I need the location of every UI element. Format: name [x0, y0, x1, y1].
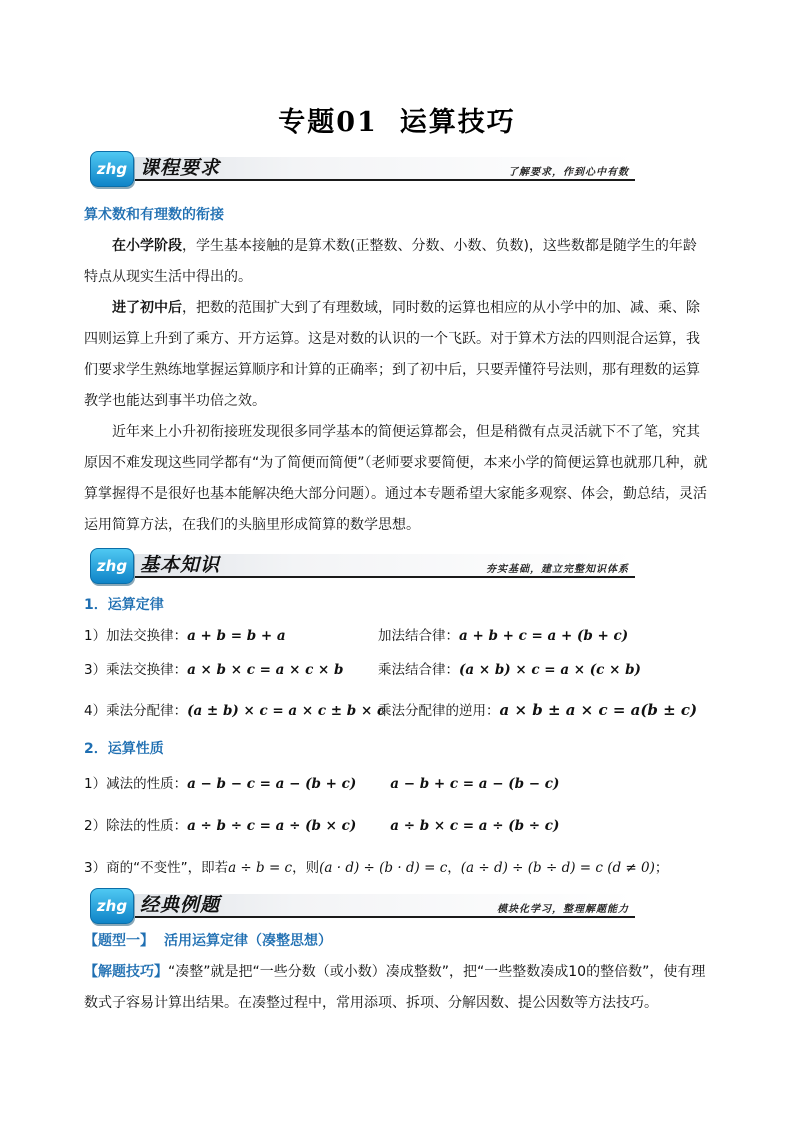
law-label: 乘法分配律的逆用： [378, 703, 500, 719]
property-formula: a ÷ b × c = a ÷ (b ÷ c) [390, 818, 560, 834]
property-text: ，则 [292, 860, 320, 876]
law-row [84, 658, 343, 678]
property-formula: a − b + c = a − (b − c) [390, 776, 560, 792]
law-formula: (a ± b) × c = a × c ± b × c [187, 703, 386, 719]
law-label: 3）乘法交换律： [84, 662, 188, 678]
law-formula: a × b × c = a × c × b [187, 662, 344, 678]
section-banner-knowledge [90, 548, 635, 584]
section-heading-properties: 2．运算性质 [84, 741, 164, 757]
law-formula: a + b = b + a [187, 628, 286, 644]
banner-slogan: 模块化学习，整理解题能力 [497, 904, 629, 915]
intro-paragraph-3: 近年来上小升初衔接班发现很多同学基本的简便运算都会，但是稍微有点灵活就下不了笔，究其原因不难发现这些同学都有“为了简便而简便”（老师要求要简便，本来小学的简便运算也就那几种，就算掌握得不是很好也基本能解决绝大部分问题）。通过本专题希望大家能多观察、体会，勤总结，灵活运用简算方法，在我们的头脑里形成简算的数学思想。 [84, 424, 708, 533]
property-formula: (a · d) ÷ (b · d) = c [319, 860, 448, 876]
property-formula: a ÷ b ÷ c = a ÷ (b × c) [187, 818, 357, 834]
zhg-logo-icon: zhg [90, 151, 134, 187]
law-label: 加法结合律： [378, 628, 459, 644]
example-type-title: 活用运算定律（凑整思想） [164, 933, 332, 949]
law-label: 4）乘法分配律： [84, 703, 188, 719]
property-row [84, 772, 559, 792]
property-formula: a ÷ b = c [228, 860, 293, 876]
property-text: ； [654, 860, 669, 876]
intro-p2-text: ，把数的范围扩大到了有理数域，同时数的运算也相应的从小学中的加、减、乘、除四则运算上升到了乘方、开方运算。这是对数的认识的一个飞跃。对于算术方法的四则混合运算，我们要求学生熟练地掌握运算顺序和计算的正确率；到了初中后，只要弄懂符号法则，那有理数的运算教学也能达到事半功倍之效。 [84, 300, 700, 409]
zhg-logo-icon: zhg [90, 548, 134, 584]
banner-title: 课程要求 [140, 157, 221, 179]
example-type-label: 【题型一】 [84, 933, 154, 949]
banner-title: 经典例题 [140, 894, 221, 916]
intro-section [84, 200, 710, 541]
example-section [84, 926, 710, 1019]
law-label: 1）加法交换律： [84, 628, 188, 644]
law-row [84, 699, 385, 719]
example-tip [84, 957, 710, 1019]
title-name: 运算技巧 [399, 107, 516, 138]
law-formula: a + b + c = a + (b + c) [459, 628, 629, 644]
zhg-logo-icon: zhg [90, 888, 134, 924]
intro-p2-bold: 进了初中后 [112, 300, 182, 316]
title-number: 01 [336, 107, 378, 138]
property-formula: a − b − c = a − (b + c) [187, 776, 357, 792]
page-title [0, 100, 794, 139]
intro-paragraph-1 [84, 231, 710, 293]
law-row [378, 699, 697, 719]
intro-paragraph-2 [84, 293, 710, 417]
intro-heading: 算术数和有理数的衔接 [84, 207, 224, 223]
example-tip-text: “凑整”就是把“一些分数（或小数）凑成整数”，把“一些整数凑成10的整倍数”，使有理数式子容易计算出结果。在凑整过程中，常用添项、拆项、分解因数、提公因数等方法技巧。 [84, 964, 706, 1011]
section-banner-requirements [90, 151, 635, 187]
property-formula: (a ÷ d) ÷ (b ÷ d) = c (d ≠ 0) [460, 860, 655, 876]
law-label: 乘法结合律： [378, 662, 459, 678]
law-row [84, 624, 286, 644]
banner-slogan: 夯实基础，建立完整知识体系 [486, 564, 629, 575]
title-prefix: 专题 [278, 107, 337, 138]
banner-title: 基本知识 [140, 554, 221, 576]
property-label: 3）商的“不变性”，即若 [84, 860, 229, 876]
property-text: ， [447, 860, 461, 876]
law-formula: a × b ± a × c = a(b ± c) [499, 701, 698, 719]
section-banner-examples [90, 888, 635, 924]
law-row [378, 624, 628, 644]
example-type [84, 926, 710, 957]
property-row [84, 814, 559, 834]
property-label: 1）减法的性质： [84, 776, 188, 792]
property-label: 2）除法的性质： [84, 818, 188, 834]
law-formula: (a × b) × c = a × (c × b) [459, 662, 641, 678]
section-heading-laws: 1．运算定律 [84, 597, 164, 613]
example-tip-label: 【解题技巧】 [84, 964, 168, 980]
intro-p1-text: ，学生基本接触的是算术数(正整数、分数、小数、负数)，这些数都是随学生的年龄特点从现实生活中得出的。 [84, 238, 697, 285]
banner-slogan: 了解要求，作到心中有数 [508, 167, 629, 178]
law-row [378, 658, 641, 678]
intro-p1-bold: 在小学阶段 [112, 238, 182, 254]
property-row [84, 856, 668, 876]
